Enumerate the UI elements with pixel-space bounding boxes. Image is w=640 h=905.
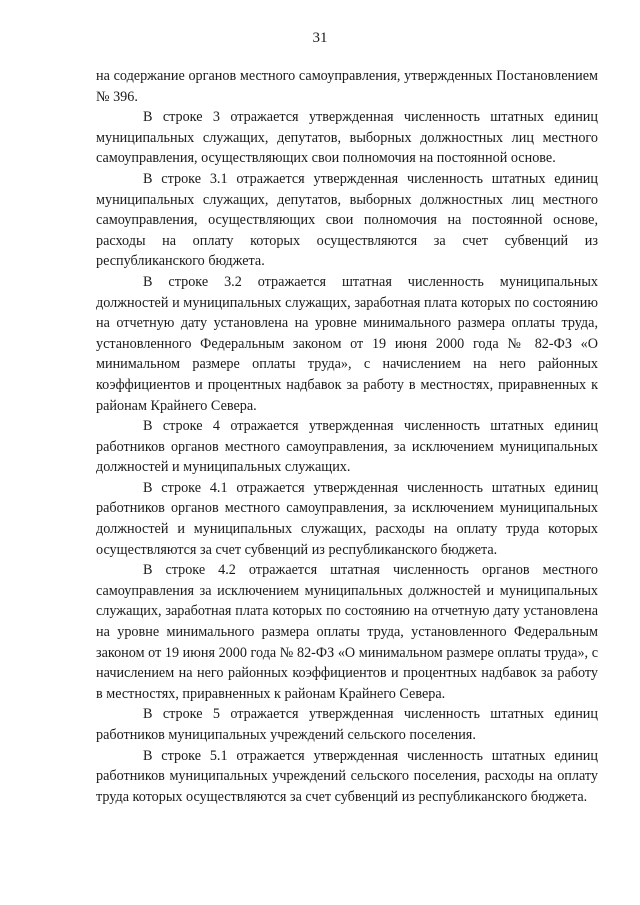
- paragraph-line-3-2: В строке 3.2 отражается штатная численность муниципальных должностей и муниципальных служащих, заработная плата которых по состоянию на отчетную дату установлена на уровне минимального размера оплаты труда, установленного Федеральным законом от 19 июня 2000 года № 82-ФЗ «О минимальном размере оплаты труда», с начислением на него районных коэффициентов и процентных надбавок за работу в местностях, приравненных к районам Крайнего Севера.: [96, 273, 598, 414]
- paragraph-line-4-2: В строке 4.2 отражается штатная численность органов местного самоуправления за исключением муниципальных должностей и муниципальных служащих, заработная плата которых по состоянию на отчетную дату установлена на уровне минимального размера оплаты труда, установленного Федеральным законом от 19 июня 2000 года № 82-ФЗ «О минимальном размере оплаты труда», с начислением на него районных коэффициентов и процентных надбавок за работу в местностях, приравненных к районам Крайнего Севера.: [96, 562, 598, 702]
- paragraph-line-3: В строке 3 отражается утвержденная численность штатных единиц муниципальных служащих, депутатов, выборных должностных лиц местного самоуправления, осуществляющих свои полномочия на постоянной основе.: [96, 109, 598, 167]
- paragraph-line-4-1: В строке 4.1 отражается утвержденная численность штатных единиц работников органов местного самоуправления, за исключением муниципальных должностей и муниципальных служащих, расходы на оплату труда которых осуществляются за счет субвенций из республиканского бюджета.: [96, 479, 598, 558]
- paragraph-line-5: В строке 5 отражается утвержденная численность штатных единиц работников муниципальных учреждений сельского поселения.: [96, 706, 598, 743]
- page-number: 31: [312, 30, 328, 46]
- paragraph-continuation: на содержание органов местного самоуправления, утвержденных Постановлением № 396.: [96, 68, 598, 105]
- paragraph-line-4: В строке 4 отражается утвержденная численность штатных единиц работников органов местного самоуправления, за исключением муниципальных должностей и муниципальных служащих.: [96, 418, 598, 476]
- paragraph-line-5-1: В строке 5.1 отражается утвержденная численность штатных единиц работников муниципальных учреждений сельского поселения, расходы на оплату труда которых осуществляются за счет субвенций из республиканского бюджета.: [96, 747, 598, 805]
- document-body: [96, 66, 598, 807]
- paragraph-line-3-1: В строке 3.1 отражается утвержденная численность штатных единиц муниципальных служащих, депутатов, выборных должностных лиц местного самоуправления, осуществляющих свои полномочия на постоянной основе, расходы на оплату которых осуществляются за счет субвенций из республиканского бюджета.: [96, 170, 598, 270]
